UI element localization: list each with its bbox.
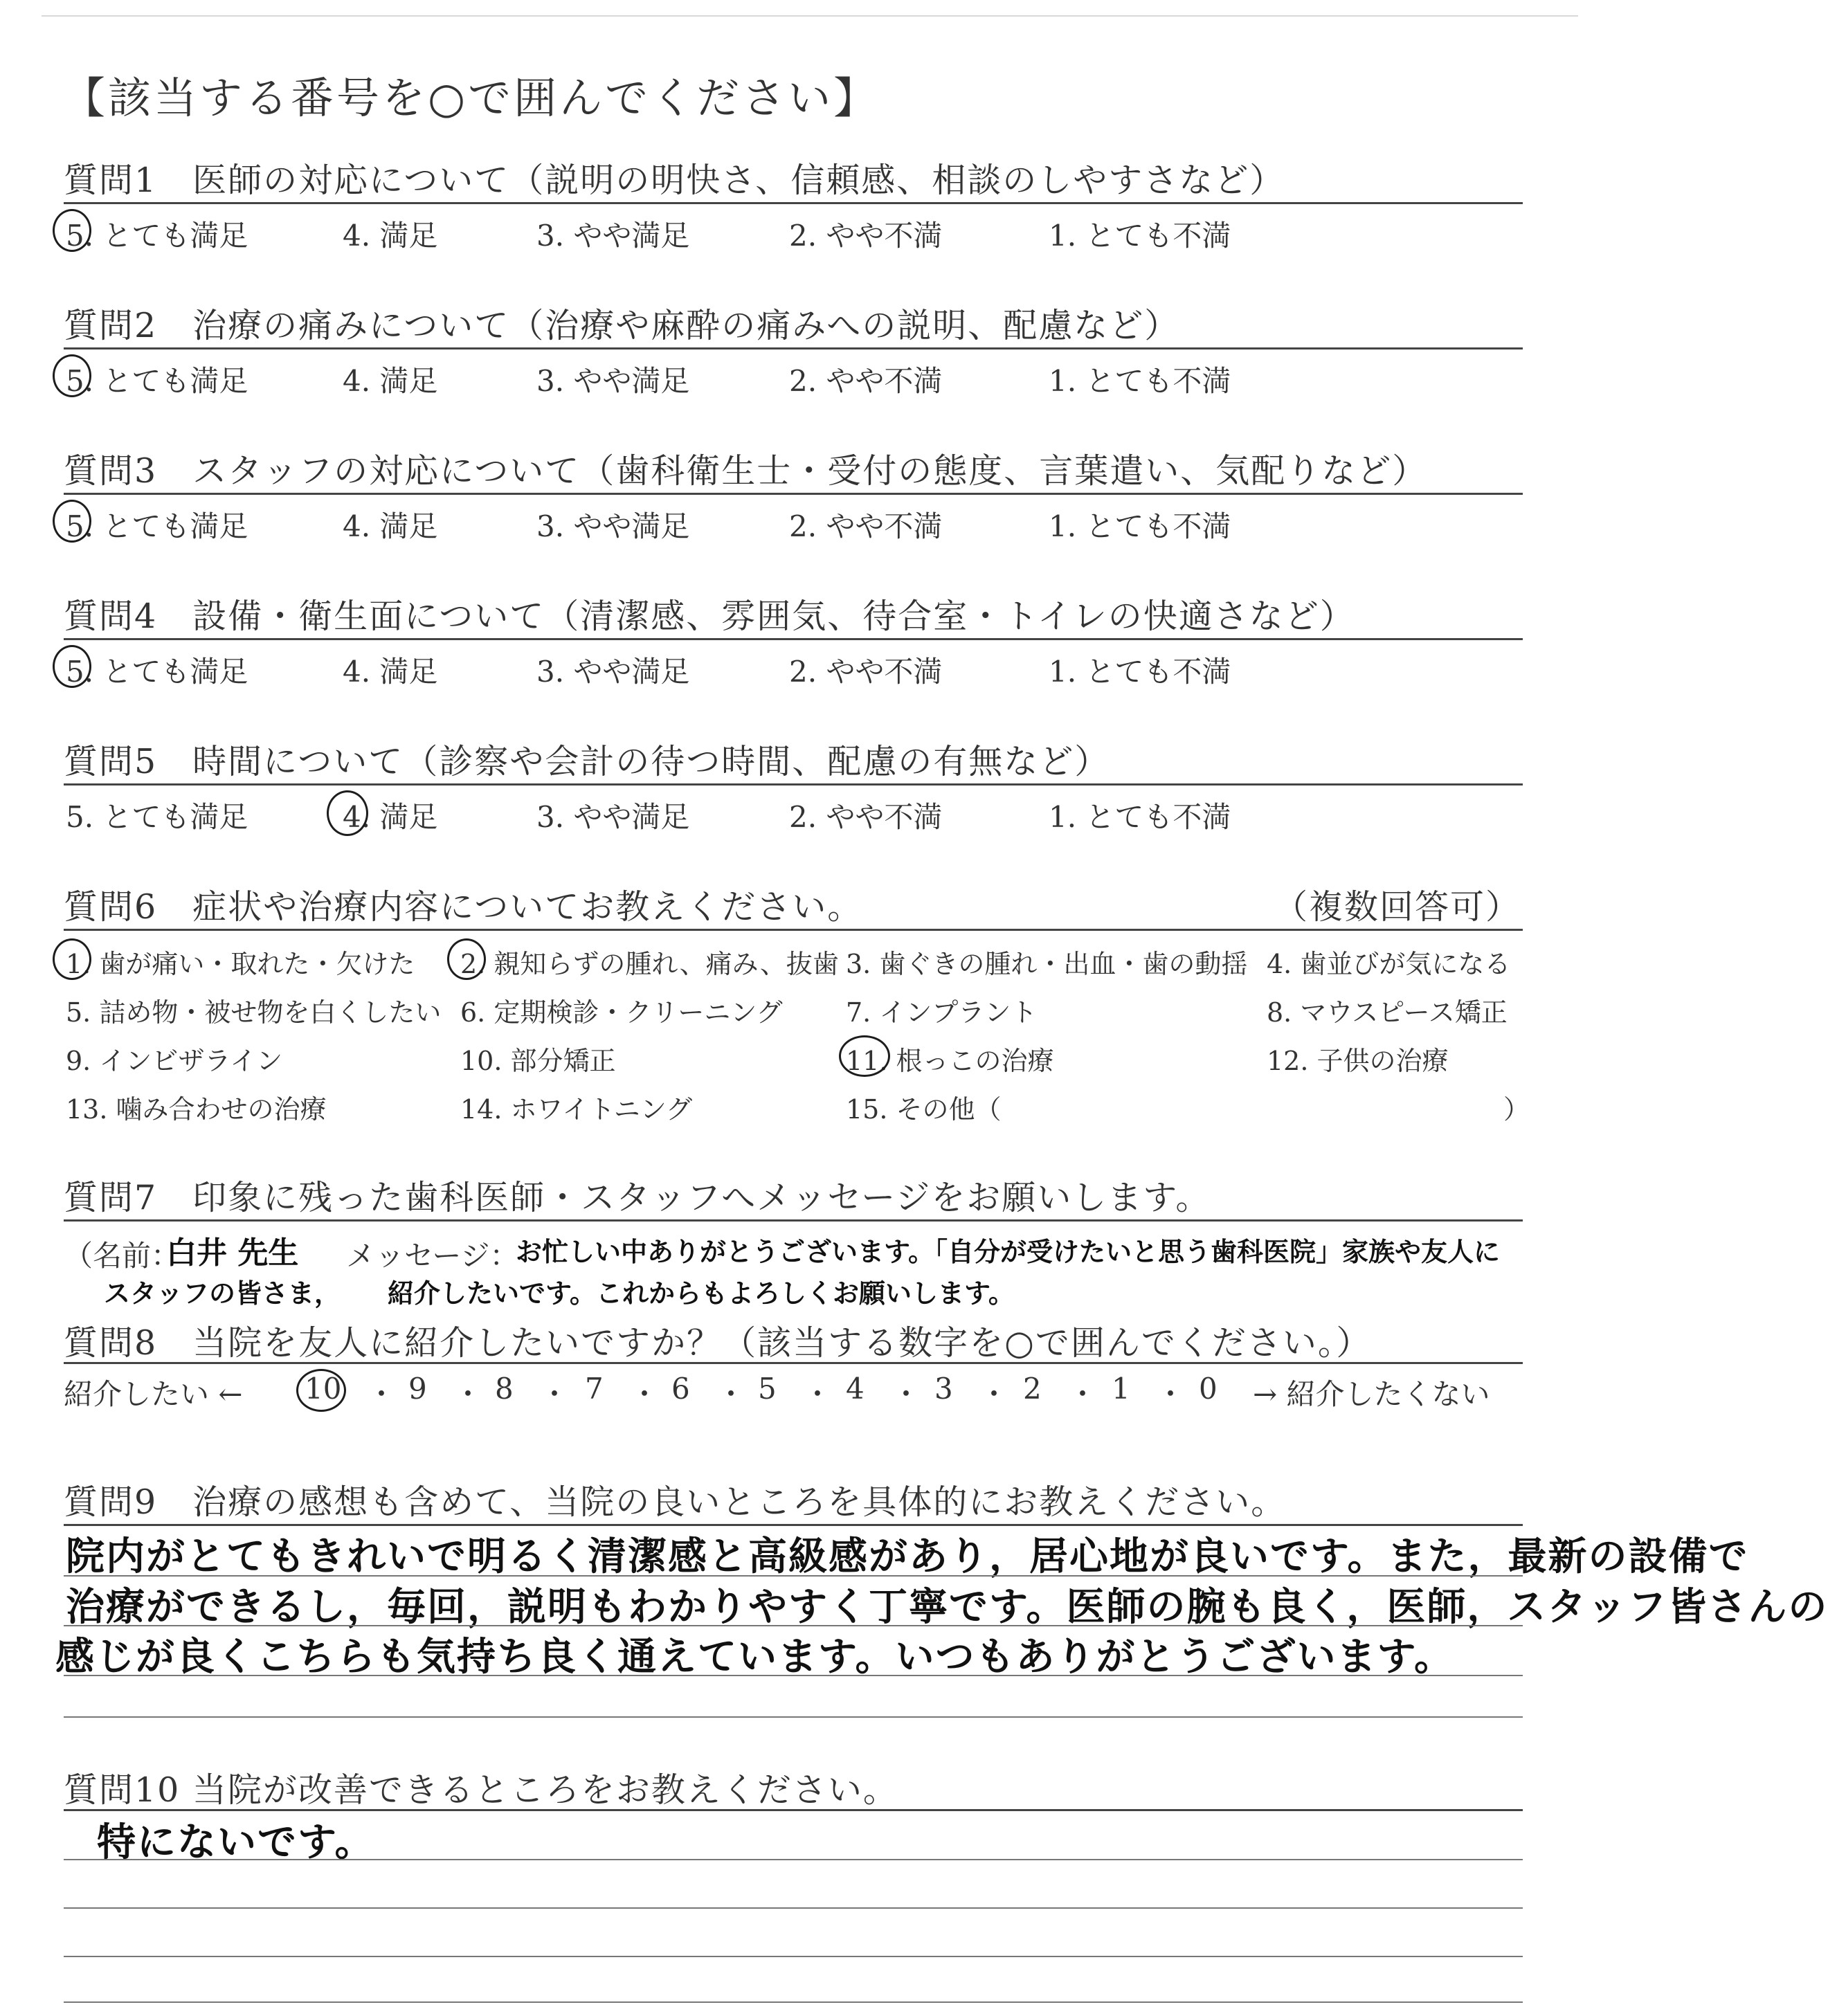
q4-option-4[interactable]: 4. 満足	[343, 655, 438, 689]
q8-scale-dot: ・	[367, 1377, 397, 1411]
q8-scale-4[interactable]: 4	[846, 1372, 865, 1406]
q1-selected-circle	[53, 209, 91, 252]
question-1-title: 質問1 医師の対応について（説明の明快さ、信頼感、相談のしやすさなど）	[64, 161, 1285, 200]
q8-scale-6[interactable]: 6	[671, 1372, 690, 1406]
question-1-rule	[64, 202, 1523, 204]
q3-option-2[interactable]: 2. やや不満	[789, 509, 943, 543]
q9-answer-line-1[interactable]: 院内がとてもきれいで明るく清潔感と高級感があり，居心地が良いです。また，最新の設備で	[66, 1534, 1749, 1579]
q7-name-label: （名前：	[64, 1239, 181, 1273]
question-10-rule	[64, 1809, 1523, 1811]
q6-selected-circle-11	[839, 1035, 890, 1077]
q6-option-14[interactable]: 14. ホワイトニング	[460, 1094, 693, 1125]
q8-scale-dot: ・	[1156, 1377, 1186, 1411]
q1-option-2[interactable]: 2. やや不満	[789, 219, 943, 253]
q10-line-2	[64, 1907, 1523, 1909]
q6-option-7[interactable]: 7. インプラント	[846, 997, 1038, 1028]
q6-option-8[interactable]: 8. マウスピース矯正	[1267, 997, 1508, 1028]
q5-option-3[interactable]: 3. やや満足	[536, 800, 690, 834]
q8-scale-2[interactable]: 2	[1023, 1372, 1042, 1406]
q2-option-3[interactable]: 3. やや満足	[536, 364, 690, 398]
q6-option-3[interactable]: 3. 歯ぐきの腫れ・出血・歯の動揺	[846, 949, 1248, 979]
question-5-title: 質問5 時間について（診察や会計の待つ時間、配慮の有無など）	[64, 742, 1110, 781]
q9-answer-line-2[interactable]: 治療ができるし，毎回，説明もわかりやすく丁寧です。医師の腕も良く，医師，スタッフ皆さんの	[66, 1585, 1828, 1630]
q5-option-5[interactable]: 5. とても満足	[66, 800, 248, 834]
q8-scale-3[interactable]: 3	[934, 1372, 953, 1406]
q3-option-3[interactable]: 3. やや満足	[536, 509, 690, 543]
q10-line-1	[64, 1859, 1523, 1860]
top-border	[42, 15, 1578, 17]
q1-option-4[interactable]: 4. 満足	[343, 219, 438, 253]
q8-scale-8[interactable]: 8	[495, 1372, 514, 1406]
q4-option-5[interactable]: 5. とても満足	[66, 655, 248, 689]
q4-option-1[interactable]: 1. とても不満	[1049, 655, 1231, 689]
q8-scale-dot: ・	[1068, 1377, 1098, 1411]
q7-name-value-2[interactable]: スタッフの皆さま，	[104, 1278, 341, 1309]
question-2-rule	[64, 347, 1523, 349]
q7-message-label: メッセージ：	[346, 1239, 519, 1273]
q1-option-5[interactable]: 5. とても満足	[66, 219, 248, 253]
question-6-rule	[64, 929, 1523, 931]
q9-line-3	[64, 1675, 1523, 1676]
q2-option-1[interactable]: 1. とても不満	[1049, 364, 1231, 398]
q6-option-10[interactable]: 10. 部分矯正	[460, 1046, 616, 1076]
q3-selected-circle	[53, 500, 91, 543]
q4-selected-circle	[53, 645, 91, 688]
question-3-rule	[64, 493, 1523, 495]
q8-scale-dot: ・	[630, 1377, 660, 1411]
q8-scale-0[interactable]: 0	[1199, 1372, 1218, 1406]
q5-option-2[interactable]: 2. やや不満	[789, 800, 943, 834]
question-8-rule	[64, 1362, 1523, 1364]
q6-option-15-close: ）	[1503, 1094, 1530, 1125]
q8-scale-10[interactable]: 10	[305, 1372, 342, 1406]
q6-option-5[interactable]: 5. 詰め物・被せ物を白くしたい	[66, 997, 442, 1028]
question-7-title: 質問7 印象に残った歯科医師・スタッフへメッセージをお願いします。	[64, 1178, 1211, 1217]
q7-message-line-1[interactable]: お忙しい中ありがとうございます。「自分が受けたいと思う歯科医院」家族や友人に	[516, 1237, 1500, 1267]
q6-selected-circle-2	[447, 938, 486, 980]
q2-option-4[interactable]: 4. 満足	[343, 364, 438, 398]
question-6-title: 質問6 症状や治療内容についてお教えください。	[64, 887, 863, 927]
q6-option-1[interactable]: 1. 歯が痛い・取れた・欠けた	[66, 949, 415, 979]
q8-left-label: 紹介したい ←	[64, 1377, 243, 1411]
q10-line-3	[64, 1956, 1523, 1957]
q9-line-4	[64, 1716, 1523, 1718]
q8-scale-dot: ・	[716, 1377, 746, 1411]
q6-option-9[interactable]: 9. インビザライン	[66, 1046, 283, 1076]
question-8-title: 質問8 当院を友人に紹介したいですか？（該当する数字を○で囲んでください。）	[64, 1323, 1372, 1363]
q1-option-1[interactable]: 1. とても不満	[1049, 219, 1231, 253]
q6-option-6[interactable]: 6. 定期検診・クリーニング	[460, 997, 783, 1028]
q6-option-13[interactable]: 13. 噛み合わせの治療	[66, 1094, 327, 1125]
question-10-title: 質問10 当院が改善できるところをお教えください。	[64, 1770, 898, 1810]
q10-line-4	[64, 2001, 1523, 2003]
q8-scale-9[interactable]: 9	[408, 1372, 427, 1406]
q1-option-3[interactable]: 3. やや満足	[536, 219, 690, 253]
question-5-rule	[64, 783, 1523, 785]
q5-option-4[interactable]: 4. 満足	[343, 800, 438, 834]
q10-answer[interactable]: 特にないです。	[97, 1820, 375, 1865]
q5-option-1[interactable]: 1. とても不満	[1049, 800, 1231, 834]
q7-message-line-2[interactable]: 紹介したいです。これからもよろしくお願いします。	[388, 1278, 1015, 1309]
q8-right-label: → 紹介したくない	[1253, 1377, 1490, 1411]
question-3-title: 質問3 スタッフの対応について（歯科衛生士・受付の態度、言葉遣い、気配りなど）	[64, 451, 1428, 491]
q4-option-2[interactable]: 2. やや不満	[789, 655, 943, 689]
q6-option-2[interactable]: 2. 親知らずの腫れ、痛み、抜歯	[460, 949, 839, 979]
q8-scale-dot: ・	[453, 1377, 483, 1411]
q8-scale-dot: ・	[803, 1377, 833, 1411]
q3-option-4[interactable]: 4. 満足	[343, 509, 438, 543]
q8-scale-dot: ・	[979, 1377, 1009, 1411]
q2-option-5[interactable]: 5. とても満足	[66, 364, 248, 398]
q8-scale-dot: ・	[892, 1377, 921, 1411]
question-7-rule	[64, 1219, 1523, 1222]
q6-option-4[interactable]: 4. 歯並びが気になる	[1267, 949, 1511, 979]
question-9-title: 質問9 治療の感想も含めて、当院の良いところを具体的にお教えください。	[64, 1482, 1287, 1522]
q2-option-2[interactable]: 2. やや不満	[789, 364, 943, 398]
question-4-title: 質問4 設備・衛生面について（清潔感、雰囲気、待合室・トイレの快適さなど）	[64, 597, 1355, 636]
q8-scale-dot: ・	[540, 1377, 570, 1411]
q6-option-11[interactable]: 11. 根っこの治療	[846, 1046, 1054, 1076]
q8-scale-5[interactable]: 5	[758, 1372, 777, 1406]
q8-scale-7[interactable]: 7	[585, 1372, 604, 1406]
q4-option-3[interactable]: 3. やや満足	[536, 655, 690, 689]
q7-name-value-1[interactable]: 白井 先生	[166, 1235, 299, 1271]
q6-option-15[interactable]: 15. その他（	[846, 1094, 1002, 1125]
q5-selected-circle	[327, 790, 368, 836]
q3-option-1[interactable]: 1. とても不満	[1049, 509, 1231, 543]
question-2-title: 質問2 治療の痛みについて（治療や麻酔の痛みへの説明、配慮など）	[64, 306, 1180, 345]
survey-header: 【該当する番号を○で囲んでください】	[62, 73, 880, 123]
q2-selected-circle	[53, 354, 91, 397]
q6-selected-circle-1	[53, 938, 91, 980]
q9-answer-line-3[interactable]: 感じが良くこちらも気持ち良く通えています。いつもありがとうございます。	[55, 1635, 1455, 1680]
question-6-note: （複数回答可）	[1274, 887, 1521, 927]
q8-scale-1[interactable]: 1	[1112, 1372, 1130, 1406]
q6-option-12[interactable]: 12. 子供の治療	[1267, 1046, 1449, 1076]
question-4-rule	[64, 638, 1523, 640]
q3-option-5[interactable]: 5. とても満足	[66, 509, 248, 543]
q8-selected-circle	[296, 1369, 346, 1412]
